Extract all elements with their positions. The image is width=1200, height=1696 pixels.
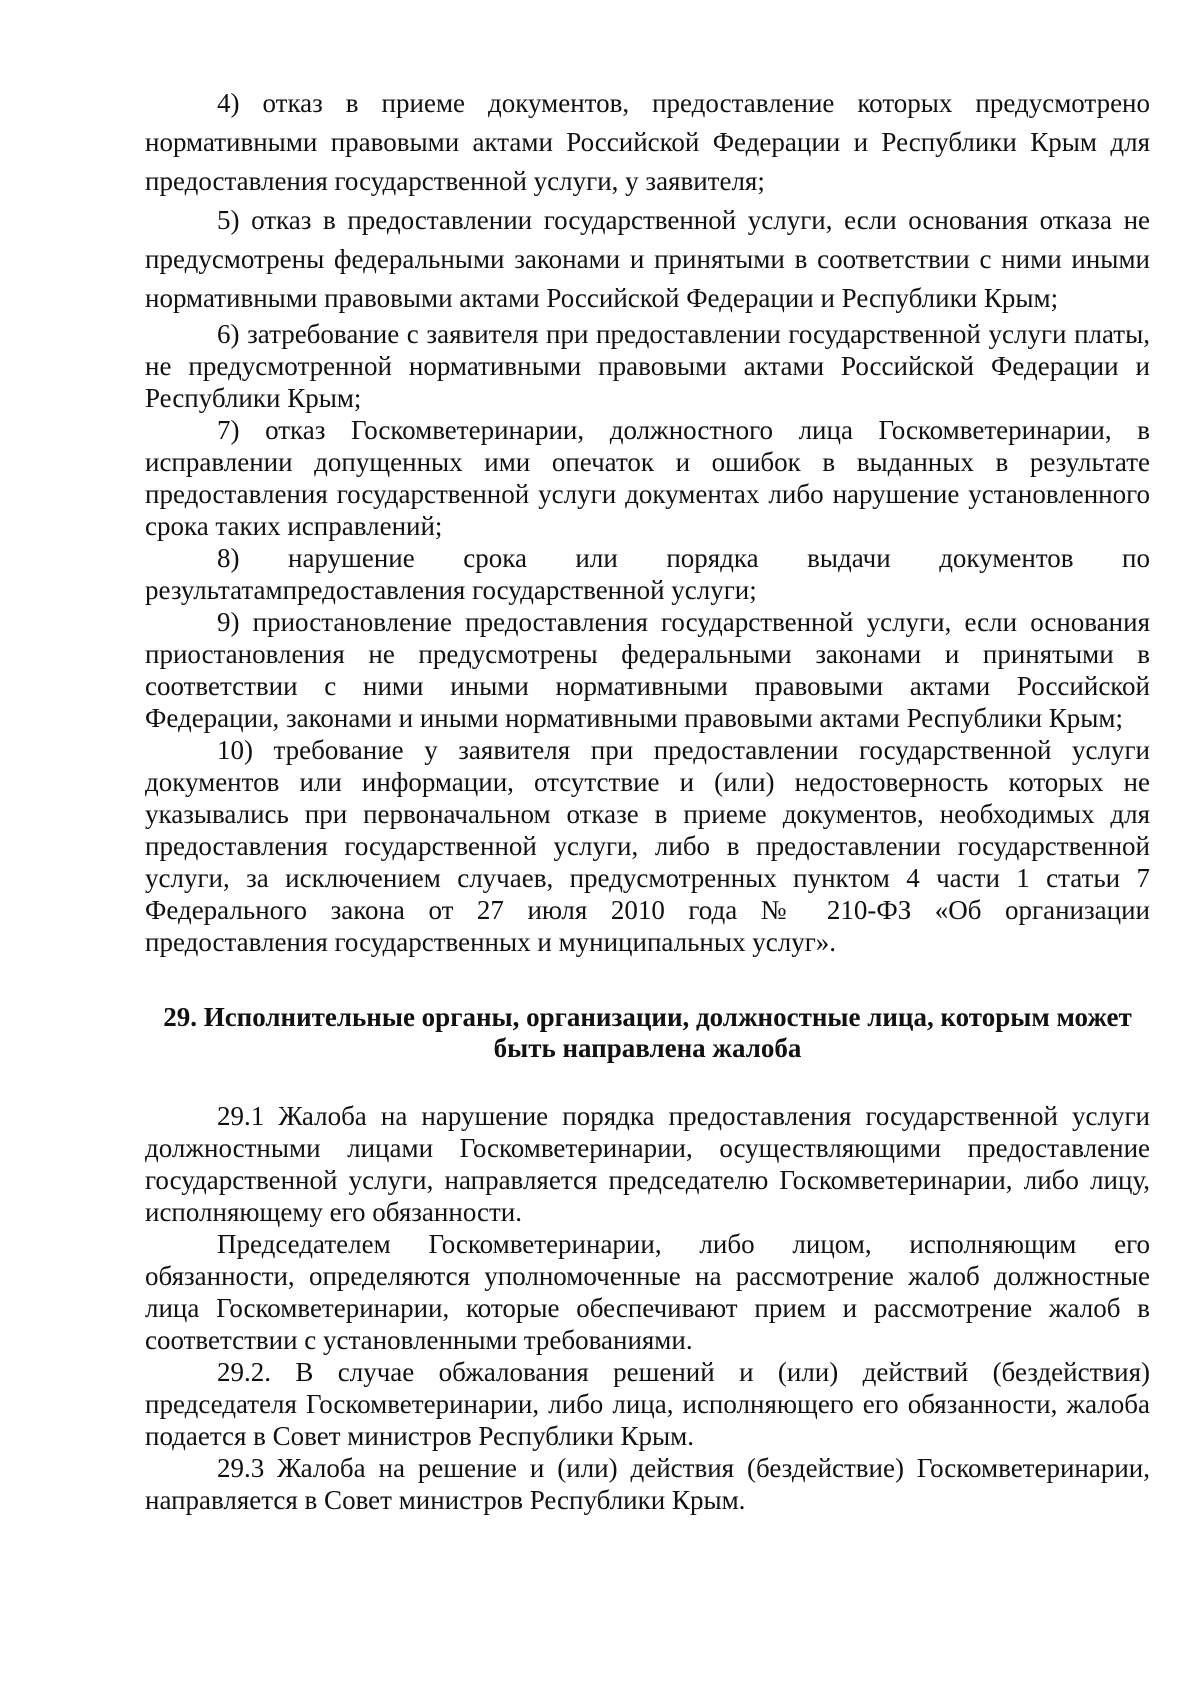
section-paragraph-29-1: 29.1 Жалоба на нарушение порядка предоставления государственной услуги должностными лицами Госкомветеринарии, осуществляющими предоставление государственной услуги, направляется председателю Госкомветеринарии, либо лицу, исполняющему его обязанности.	[145, 1101, 1150, 1227]
section-paragraph-29-2: 29.2. В случае обжалования решений и (или) действий (бездействия) председателя Госкомветеринарии, либо лица, исполняющего его обязанности, жалоба подается в Совет министров Республики Крым.	[145, 1357, 1150, 1451]
section-heading: 29. Исполнительные органы, организации, должностные лица, которым может быть направлена жалоба	[163, 1002, 1132, 1063]
list-item-5: 5) отказ в предоставлении государственной услуги, если основания отказа не предусмотрены федеральными законами и принятыми в соответствии с ними иными нормативными правовыми актами Российской Федерации и Республики Крым;	[145, 205, 1150, 313]
list-item-9: 9) приостановление предоставления государственной услуги, если основания приостановления не предусмотрены федеральными законами и принятыми в соответствии с ними иными нормативными правовыми актами Российской Федерации, законами и иными нормативными правовыми актами Республики Крым;	[145, 607, 1150, 733]
list-item-10: 10) требование у заявителя при предоставлении государственной услуги документов или информации, отсутствие и (или) недостоверность которых не указывались при первоначальном отказе в приеме документов, необходимых для предоставления государственной услуги, либо в предоставлении государственной услуги, за исключением случаев, предусмотренных пунктом 4 части 1 статьи 7 Федерального закона от 27 июля 2010 года № 210-ФЗ «Об организации предоставления государственных и муниципальных услуг».	[145, 735, 1150, 957]
list-item-8: 8) нарушение срока или порядка выдачи документов по результатампредоставления государственной услуги;	[145, 543, 1150, 605]
list-item-7: 7) отказ Госкомветеринарии, должностного лица Госкомветеринарии, в исправлении допущенных ими опечаток и ошибок в выданных в результате предоставления государственной услуги документах либо нарушение установленного срока таких исправлений;	[145, 415, 1150, 541]
section-paragraph-chairman: Председателем Госкомветеринарии, либо лицом, исполняющим его обязанности, определяются уполномоченные на рассмотрение жалоб должностные лица Госкомветеринарии, которые обеспечивают прием и рассмотрение жалоб в соответствии с установленными требованиями.	[145, 1229, 1150, 1355]
heading-spacer	[145, 1064, 1150, 1100]
section-paragraph-29-3: 29.3 Жалоба на решение и (или) действия (бездействие) Госкомветеринарии, направляется в Совет министров Республики Крым.	[145, 1453, 1150, 1515]
list-item-6: 6) затребование с заявителя при предоставлении государственной услуги платы, не предусмотренной нормативными правовыми актами Российской Федерации и Республики Крым;	[145, 319, 1150, 413]
list-item-4: 4) отказ в приеме документов, предоставление которых предусмотрено нормативными правовыми актами Российской Федерации и Республики Крым для предоставления государственной услуги, у заявителя;	[145, 88, 1150, 196]
